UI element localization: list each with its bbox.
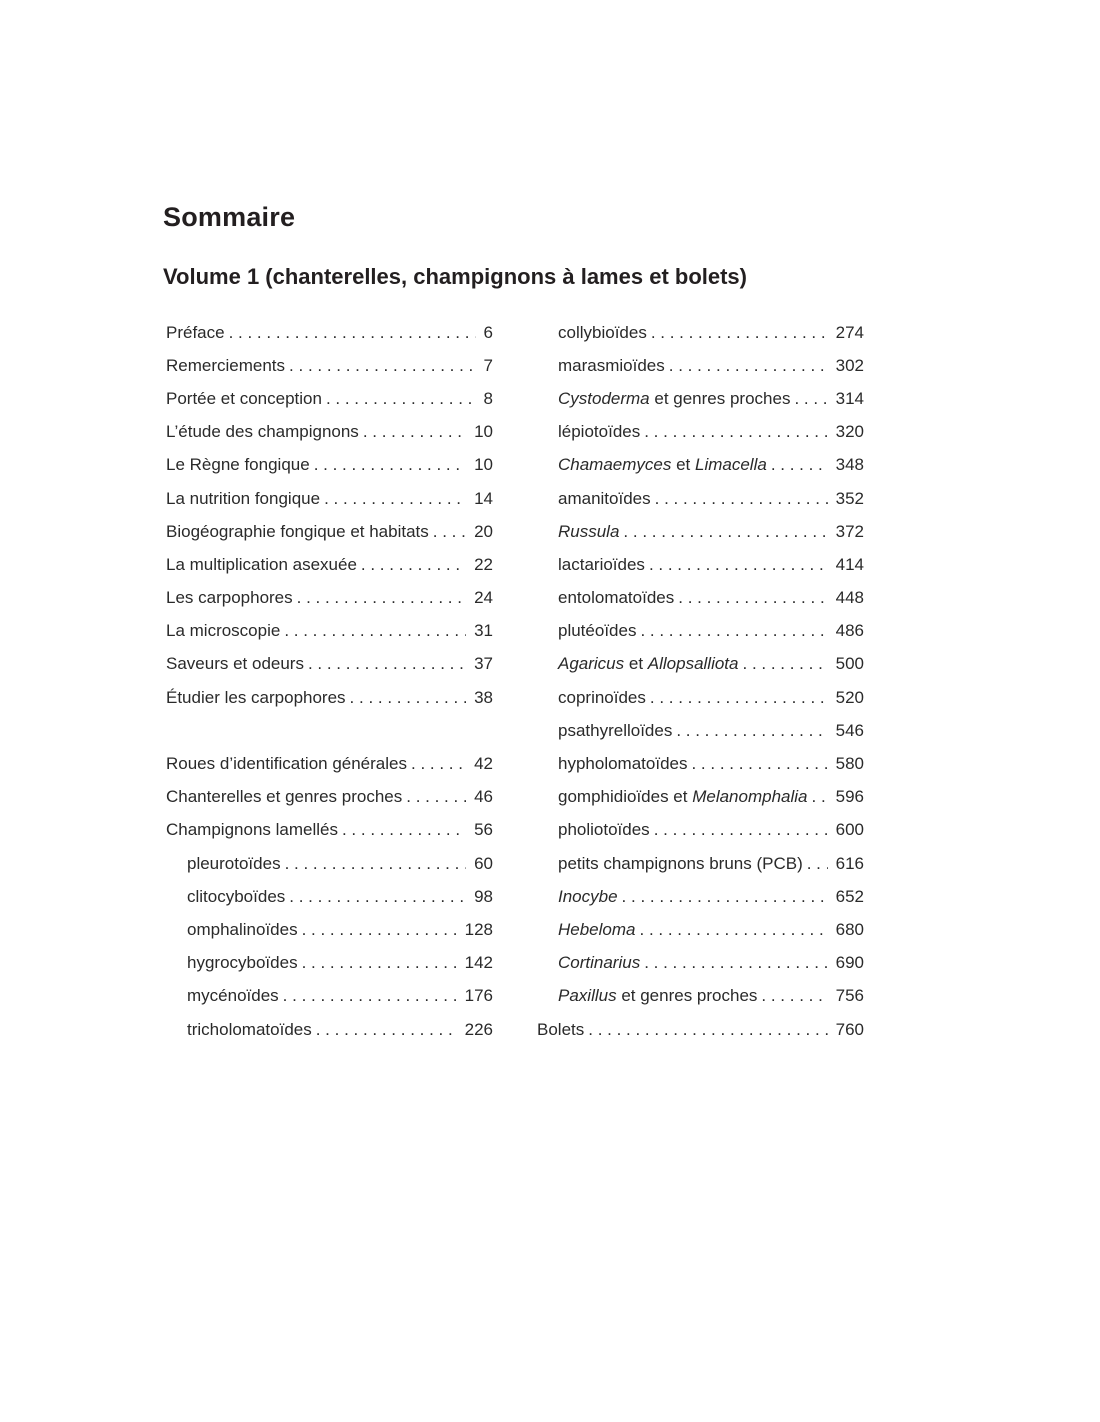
toc-entry-title xyxy=(558,588,674,608)
toc-dot-leader xyxy=(691,754,827,774)
toc-entry-title xyxy=(166,455,310,475)
toc-dot-leader xyxy=(316,1020,457,1040)
toc-entry-title-text: petits champignons bruns (PCB) xyxy=(558,853,803,873)
toc-entry-title xyxy=(187,986,279,1006)
toc-entry-title-text: Bolets xyxy=(537,1019,585,1039)
toc-entry-title-italic: Cortinarius xyxy=(558,953,641,973)
toc-entry-title-text: La microscopie xyxy=(166,621,281,641)
toc-entry-title xyxy=(166,688,346,708)
toc-entry-title xyxy=(558,422,640,442)
toc-entry-title-text: et genres proches xyxy=(616,986,758,1006)
toc-entry[interactable] xyxy=(537,582,864,615)
toc-entry[interactable] xyxy=(166,847,493,880)
toc-dot-leader xyxy=(363,422,466,442)
toc-spacer xyxy=(166,714,493,747)
toc-entry-title xyxy=(187,854,281,874)
toc-entry-page: 42 xyxy=(474,754,493,774)
toc-dot-leader xyxy=(350,688,467,708)
toc-entry[interactable] xyxy=(537,781,864,814)
toc-entry-page: 46 xyxy=(474,787,493,807)
toc-entry-title-text: clitocyboïdes xyxy=(187,886,286,906)
toc-entry[interactable] xyxy=(537,648,864,681)
toc-entry-page: 302 xyxy=(835,355,864,375)
toc-entry-title-text: Roues d’identification générales xyxy=(166,754,407,774)
toc-entry[interactable] xyxy=(537,416,864,449)
toc-dot-leader xyxy=(283,986,457,1006)
toc-entry-page: 7 xyxy=(483,355,493,375)
toc-entry[interactable] xyxy=(166,615,493,648)
toc-entry[interactable] xyxy=(537,714,864,747)
toc-entry-title-italic: Melanomphalia xyxy=(692,787,808,807)
toc-entry-page: 98 xyxy=(474,886,493,906)
toc-entry-page: 680 xyxy=(835,919,864,939)
toc-entry-page: 56 xyxy=(474,820,493,840)
toc-entry[interactable] xyxy=(166,382,493,415)
toc-entry[interactable] xyxy=(166,482,493,515)
toc-entry[interactable] xyxy=(537,349,864,382)
toc-entry-title-text: Saveurs et odeurs xyxy=(166,654,304,674)
toc-entry-page: 274 xyxy=(835,322,864,342)
toc-entry-page: 348 xyxy=(835,455,864,475)
toc-entry-page: 546 xyxy=(835,720,864,740)
toc-entry-title-italic: Allopsalliota xyxy=(647,654,739,674)
toc-entry-title xyxy=(558,356,665,376)
toc-entry-title xyxy=(166,323,225,343)
toc-entry-title-text: Champignons lamellés xyxy=(166,820,338,840)
toc-dot-leader xyxy=(406,787,466,807)
toc-dot-leader xyxy=(284,621,466,641)
toc-entry-page: 10 xyxy=(474,455,493,475)
toc-entry-page: 690 xyxy=(835,953,864,973)
toc-entry-title xyxy=(166,787,402,807)
toc-entry-page: 142 xyxy=(464,953,493,973)
toc-dot-leader xyxy=(794,389,827,409)
toc-left-column xyxy=(166,316,493,1046)
toc-entry-title-text: coprinoïdes xyxy=(558,687,646,707)
toc-entry[interactable] xyxy=(537,947,864,980)
toc-entry-title-text: amanitoïdes xyxy=(558,488,651,508)
toc-entry-page: 24 xyxy=(474,588,493,608)
toc-right-column xyxy=(537,316,864,1046)
toc-entry-title-text: La nutrition fongique xyxy=(166,488,321,508)
toc-dot-leader xyxy=(812,787,828,807)
toc-entry-page: 226 xyxy=(464,1019,493,1039)
toc-entry-page: 8 xyxy=(483,388,493,408)
toc-entry-title-text: pleurotoïdes xyxy=(187,853,281,873)
toc-entry-title xyxy=(558,854,803,874)
toc-entry-page: 22 xyxy=(474,554,493,574)
toc-entry-page: 756 xyxy=(835,986,864,1006)
toc-entry-title-italic: Limacella xyxy=(695,455,767,475)
toc-dot-leader xyxy=(622,887,828,907)
toc-entry-page: 128 xyxy=(464,919,493,939)
toc-dot-leader xyxy=(807,854,828,874)
toc-dot-leader xyxy=(640,920,828,940)
toc-entry-title xyxy=(558,887,618,907)
toc-dot-leader xyxy=(669,356,828,376)
toc-entry[interactable] xyxy=(537,847,864,880)
toc-dot-leader xyxy=(433,522,466,542)
toc-dot-leader xyxy=(308,654,466,674)
toc-entry[interactable] xyxy=(537,681,864,714)
toc-entry-page: 760 xyxy=(835,1019,864,1039)
toc-entry-title xyxy=(166,555,357,575)
toc-entry[interactable] xyxy=(537,482,864,515)
toc-entry[interactable] xyxy=(166,548,493,581)
toc-dot-leader xyxy=(229,323,476,343)
toc-entry[interactable] xyxy=(166,1013,493,1046)
toc-entry[interactable] xyxy=(537,913,864,946)
toc-entry[interactable] xyxy=(166,582,493,615)
toc-entry-title-text: psathyrelloïdes xyxy=(558,720,673,740)
toc-entry-page: 616 xyxy=(835,853,864,873)
toc-entry-title-text: pholiotoïdes xyxy=(558,820,650,840)
toc-dot-leader xyxy=(342,820,466,840)
toc-dot-leader xyxy=(411,754,466,774)
toc-entry-page: 372 xyxy=(835,521,864,541)
toc-entry-title xyxy=(558,754,687,774)
toc-entry-title xyxy=(166,621,280,641)
toc-entry-title-text: et xyxy=(624,654,648,674)
toc-entry-title xyxy=(187,887,285,907)
toc-entry-title xyxy=(558,721,672,741)
toc-dot-leader xyxy=(655,489,828,509)
toc-entry-title xyxy=(166,820,338,840)
toc-entry[interactable] xyxy=(537,615,864,648)
toc-entry-title-italic: Cystoderma xyxy=(558,388,650,408)
toc-entry-page: 596 xyxy=(835,787,864,807)
toc-entry-page: 414 xyxy=(835,554,864,574)
toc-dot-leader xyxy=(678,588,827,608)
toc-entry[interactable] xyxy=(537,1013,864,1046)
toc-entry[interactable] xyxy=(166,416,493,449)
toc-entry-page: 486 xyxy=(835,621,864,641)
toc-entry-title-text: et genres proches xyxy=(649,388,791,408)
toc-entry-title-text: tricholomatoïdes xyxy=(187,1019,312,1039)
toc-entry-page: 6 xyxy=(483,322,493,342)
toc-entry[interactable] xyxy=(166,316,493,349)
toc-entry-title-text: entolomatoïdes xyxy=(558,588,675,608)
toc-entry-title xyxy=(558,820,650,840)
toc-entry-title-text: omphalinoïdes xyxy=(187,919,298,939)
toc-dot-leader xyxy=(324,489,466,509)
toc-entry-title xyxy=(537,1020,584,1040)
toc-entry-page: 500 xyxy=(835,654,864,674)
toc-entry[interactable] xyxy=(537,316,864,349)
toc-entry[interactable] xyxy=(166,449,493,482)
toc-entry-title xyxy=(187,920,298,940)
toc-entry-title xyxy=(558,455,767,475)
toc-entry[interactable] xyxy=(166,648,493,681)
toc-entry-title-text: Les carpophores xyxy=(166,588,293,608)
toc-entry[interactable] xyxy=(537,515,864,548)
toc-dot-leader xyxy=(644,422,827,442)
toc-entry[interactable] xyxy=(166,880,493,913)
toc-dot-leader xyxy=(644,953,827,973)
toc-entry-title xyxy=(166,588,293,608)
toc-entry[interactable] xyxy=(166,515,493,548)
toc-entry-title xyxy=(558,986,757,1006)
toc-dot-leader xyxy=(623,522,827,542)
toc-dot-leader xyxy=(771,455,828,475)
toc-entry-title xyxy=(187,953,298,973)
toc-entry-title xyxy=(558,688,646,708)
toc-dot-leader xyxy=(297,588,466,608)
toc-entry-page: 314 xyxy=(835,388,864,408)
toc-dot-leader xyxy=(302,953,457,973)
toc-dot-leader xyxy=(676,721,827,741)
toc-entry[interactable] xyxy=(166,814,493,847)
toc-entry-title xyxy=(187,1020,312,1040)
toc-entry-title-italic: Inocybe xyxy=(558,886,618,906)
toc-entry-page: 38 xyxy=(474,687,493,707)
toc-entry-title-text: hypholomatoïdes xyxy=(558,754,688,774)
toc-entry[interactable] xyxy=(537,548,864,581)
toc-entry[interactable] xyxy=(166,349,493,382)
toc-entry-title xyxy=(558,389,790,409)
toc-entry-title-italic: Hebeloma xyxy=(558,919,636,939)
toc-entry-page: 14 xyxy=(474,488,493,508)
toc-entry-title-text: mycénoïdes xyxy=(187,986,279,1006)
toc-entry-title-italic: Chamaemyces xyxy=(558,455,672,475)
toc-entry-title xyxy=(166,654,304,674)
toc-entry-page: 176 xyxy=(464,986,493,1006)
toc-entry-page: 20 xyxy=(474,521,493,541)
toc-dot-leader xyxy=(743,654,828,674)
toc-entry-title-text: Le Règne fongique xyxy=(166,455,310,475)
toc-entry-title-italic: Russula xyxy=(558,521,620,541)
toc-entry[interactable] xyxy=(166,747,493,780)
toc-entry-page: 60 xyxy=(474,853,493,873)
toc-entry-title xyxy=(558,489,651,509)
toc-entry[interactable] xyxy=(537,880,864,913)
toc-entry[interactable] xyxy=(166,913,493,946)
toc-entry-title-text: plutéoïdes xyxy=(558,621,637,641)
toc-entry[interactable] xyxy=(537,814,864,847)
toc-entry-title-text: lépiotoïdes xyxy=(558,422,641,442)
page-title: Sommaire xyxy=(163,202,296,232)
toc-entry-title-text: L’étude des champignons xyxy=(166,422,359,442)
toc-dot-leader xyxy=(761,986,827,1006)
toc-entry-title xyxy=(558,787,808,807)
toc-entry-title xyxy=(558,654,739,674)
toc-entry-title xyxy=(558,953,640,973)
toc-entry[interactable] xyxy=(166,947,493,980)
toc-entry-page: 10 xyxy=(474,422,493,442)
toc-entry-title-text: lactarioïdes xyxy=(558,554,645,574)
toc-entry-title-text: La multiplication asexuée xyxy=(166,554,357,574)
toc-entry-page: 31 xyxy=(474,621,493,641)
toc-entry-title-text: Chanterelles et genres proches xyxy=(166,787,403,807)
toc-entry-title xyxy=(166,489,320,509)
toc-entry-title-text: Étudier les carpophores xyxy=(166,687,346,707)
toc-entry-title xyxy=(166,356,285,376)
toc-entry-title xyxy=(558,555,645,575)
toc-entry-title-text: hygrocyboïdes xyxy=(187,953,298,973)
toc-entry-title-text: marasmioïdes xyxy=(558,355,665,375)
toc-entry-page: 448 xyxy=(835,588,864,608)
toc-entry-page: 580 xyxy=(835,754,864,774)
toc-dot-leader xyxy=(314,455,466,475)
toc-entry-title-text: collybioïdes xyxy=(558,322,647,342)
toc-entry[interactable] xyxy=(537,449,864,482)
toc-entry-title-text: Biogéographie fongique et habitats xyxy=(166,521,429,541)
toc-dot-leader xyxy=(289,887,466,907)
toc-entry-title xyxy=(558,323,647,343)
toc-dot-leader xyxy=(588,1020,827,1040)
toc-dot-leader xyxy=(361,555,466,575)
toc-entry-title-text: Remerciements xyxy=(166,355,286,375)
toc-entry-title-text: Portée et conception xyxy=(166,388,322,408)
toc-entry-title-italic: Paxillus xyxy=(558,986,617,1006)
toc-dot-leader xyxy=(640,621,827,641)
toc-entry[interactable] xyxy=(537,747,864,780)
toc-dot-leader xyxy=(651,323,828,343)
toc-entry[interactable] xyxy=(166,781,493,814)
toc-entry-page: 320 xyxy=(835,422,864,442)
toc-entry-title xyxy=(166,522,429,542)
toc-entry-title-italic: Agaricus xyxy=(558,654,625,674)
toc-entry[interactable] xyxy=(537,980,864,1013)
toc-entry[interactable] xyxy=(166,980,493,1013)
toc-entry-title xyxy=(166,422,359,442)
toc-dot-leader xyxy=(289,356,475,376)
toc-entry-title xyxy=(558,621,636,641)
toc-dot-leader xyxy=(302,920,457,940)
toc-entry-page: 37 xyxy=(474,654,493,674)
toc-entry-page: 352 xyxy=(835,488,864,508)
toc-dot-leader xyxy=(650,688,828,708)
toc-dot-leader xyxy=(654,820,828,840)
toc-entry-title-text: Préface xyxy=(166,322,225,342)
toc-entry-title xyxy=(558,522,619,542)
toc-entry-title xyxy=(166,389,322,409)
volume-title: Volume 1 (chanterelles, champignons à lames et bolets) xyxy=(163,264,747,289)
toc-dot-leader xyxy=(326,389,476,409)
toc-entry[interactable] xyxy=(537,382,864,415)
toc-entry-page: 520 xyxy=(835,687,864,707)
toc-dot-leader xyxy=(649,555,828,575)
toc-entry-title xyxy=(166,754,407,774)
toc-entry-page: 652 xyxy=(835,886,864,906)
toc-dot-leader xyxy=(285,854,467,874)
toc-entry-title-text: et xyxy=(671,455,695,475)
toc-entry[interactable] xyxy=(166,681,493,714)
toc-entry-title-text: gomphidioïdes et xyxy=(558,787,693,807)
toc-entry-page: 600 xyxy=(835,820,864,840)
toc-entry-title xyxy=(558,920,636,940)
